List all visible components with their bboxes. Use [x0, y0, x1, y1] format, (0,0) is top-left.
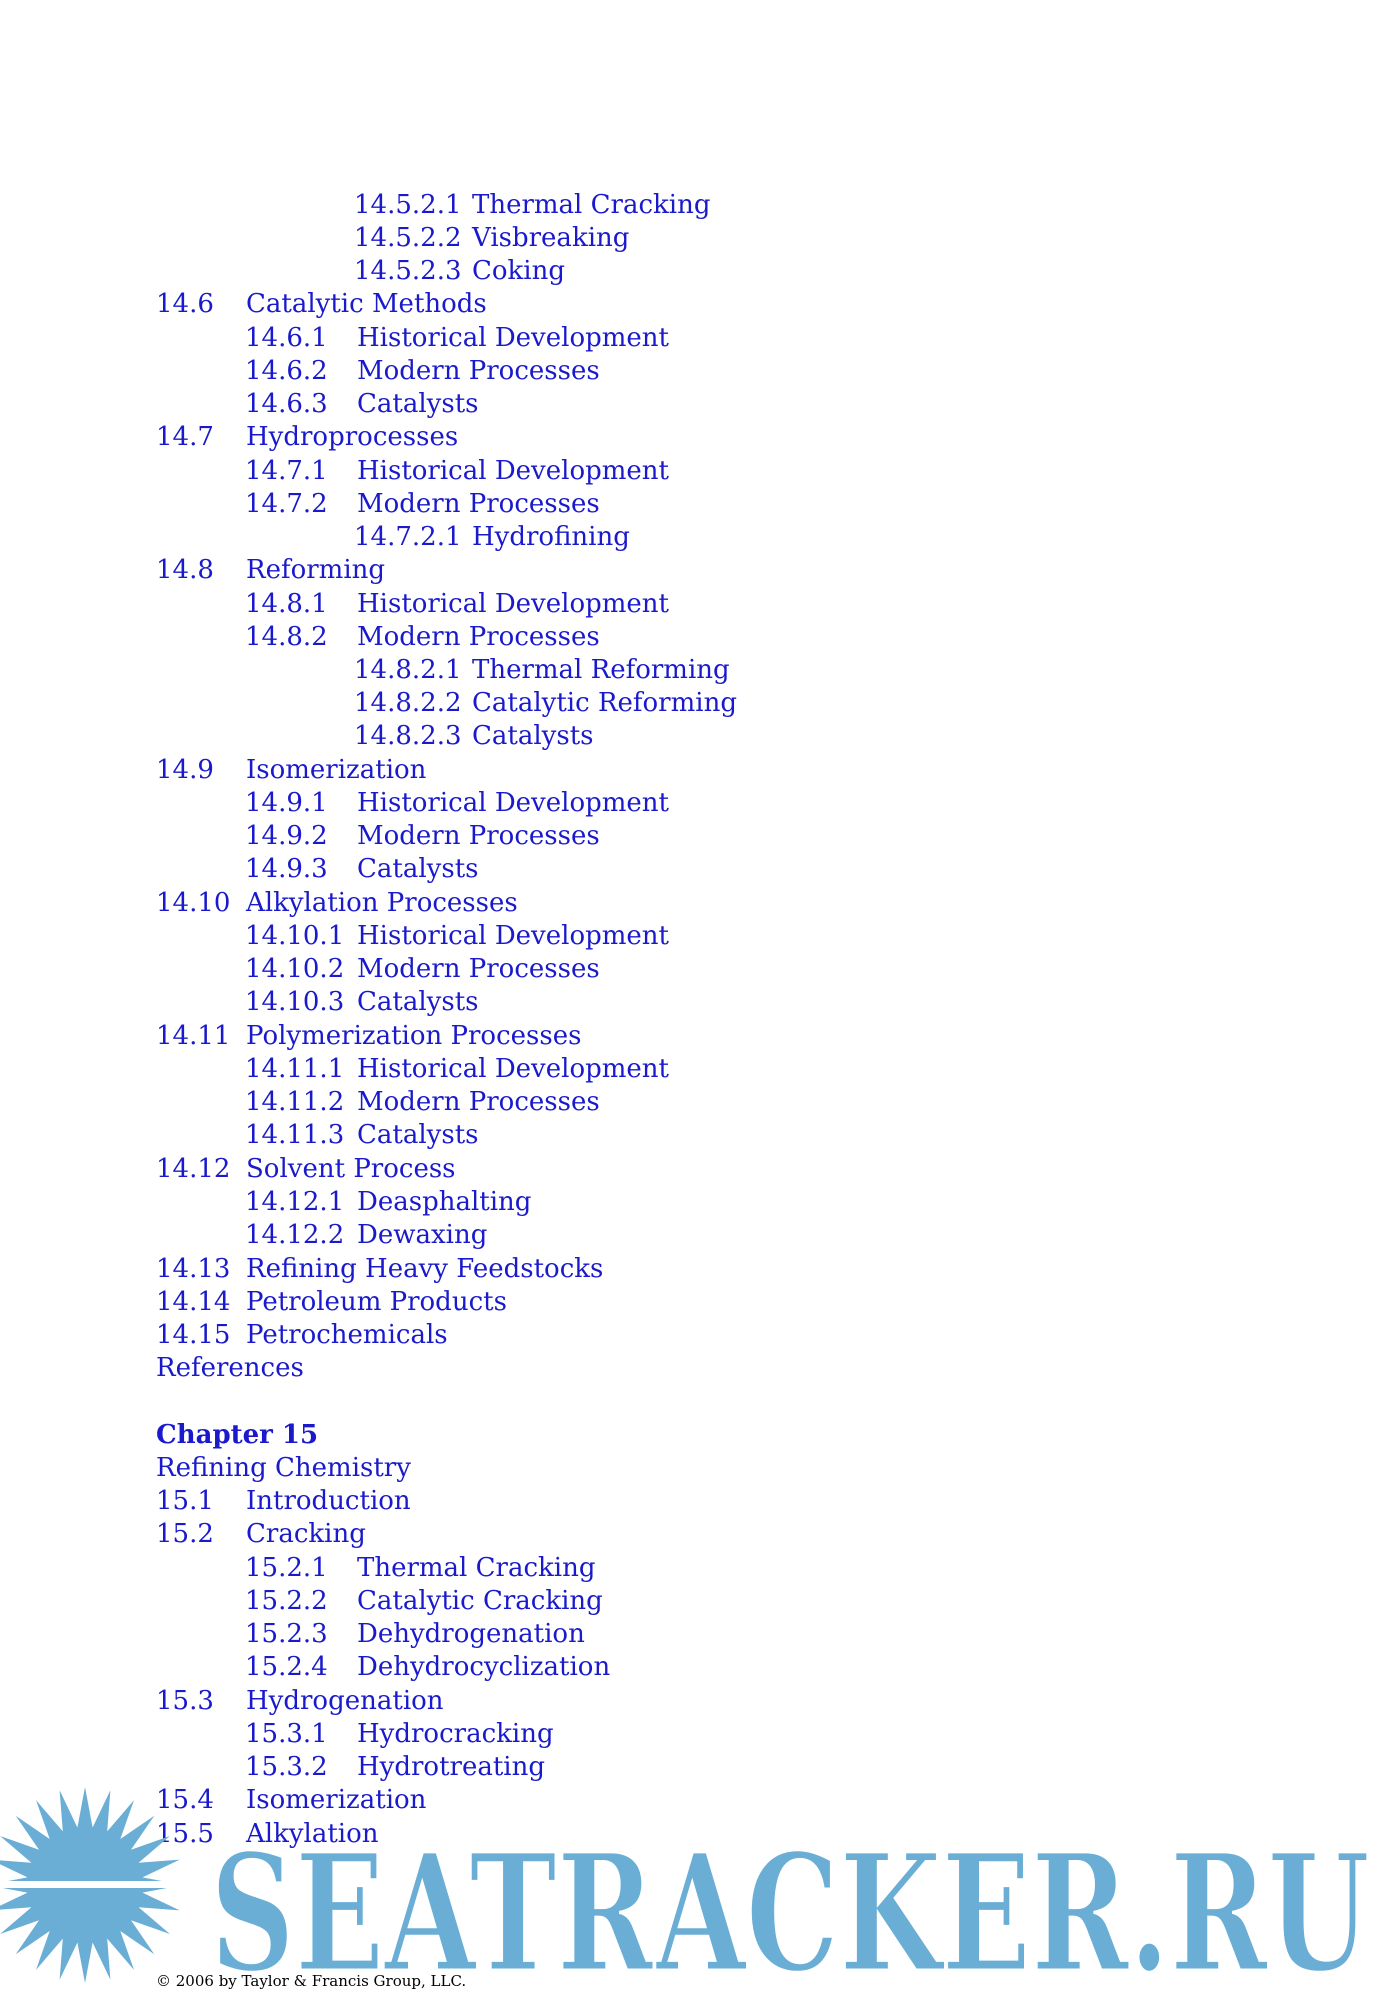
- toc-number: 15.1: [156, 1486, 214, 1516]
- toc-number: 14.5.2.3: [354, 256, 462, 286]
- chapter-title[interactable]: Refining Chemistry: [156, 1453, 411, 1483]
- toc-title: Hydrocracking: [357, 1719, 554, 1749]
- toc-entry-references[interactable]: References: [156, 1353, 304, 1383]
- toc-number: 14.12.2: [245, 1220, 345, 1250]
- toc-title: Modern Processes: [357, 622, 600, 652]
- toc-title: Hydrofining: [472, 522, 630, 552]
- toc-number: 14.8.2.2: [354, 688, 462, 718]
- toc-title: Historical Development: [357, 323, 669, 353]
- toc-title: Historical Development: [357, 1054, 669, 1084]
- toc-title: Hydrogenation: [246, 1686, 444, 1716]
- toc-title: Catalysts: [472, 721, 594, 751]
- toc-title: Modern Processes: [357, 1087, 600, 1117]
- toc-number: 14.7: [156, 422, 214, 452]
- toc-number: 14.13: [156, 1254, 231, 1284]
- sun-icon: [0, 1787, 200, 1983]
- toc-title: Hydrotreating: [357, 1752, 546, 1782]
- toc-title: Refining Heavy Feedstocks: [246, 1254, 604, 1284]
- toc-title: Cracking: [246, 1519, 366, 1549]
- toc-number: 15.2.2: [245, 1586, 328, 1616]
- toc-number: 14.10.1: [245, 921, 345, 951]
- toc-number: 15.4: [156, 1785, 214, 1815]
- watermark: [0, 1785, 1400, 1995]
- toc-title: Catalysts: [357, 854, 479, 884]
- toc-title: Introduction: [246, 1486, 411, 1516]
- toc-number: 14.10.2: [245, 954, 345, 984]
- toc-number: 14.11.3: [245, 1120, 345, 1150]
- toc-number: 15.3: [156, 1686, 214, 1716]
- toc-title: Modern Processes: [357, 821, 600, 851]
- toc-number: 14.14: [156, 1287, 231, 1317]
- toc-title: Modern Processes: [357, 356, 600, 386]
- toc-number: 14.8: [156, 555, 214, 585]
- toc-number: 14.5.2.1: [354, 190, 462, 220]
- copyright-notice: © 2006 by Taylor & Francis Group, LLC.: [156, 1972, 467, 1990]
- toc-title: Visbreaking: [472, 223, 630, 253]
- toc-number: 14.7.1: [245, 456, 328, 486]
- toc-title: Modern Processes: [357, 954, 600, 984]
- toc-title: Historical Development: [357, 589, 669, 619]
- toc-number: 15.2: [156, 1519, 214, 1549]
- toc-title: Modern Processes: [357, 489, 600, 519]
- toc-number: 14.12: [156, 1154, 231, 1184]
- toc-number: 15.2.1: [245, 1553, 328, 1583]
- toc-number: 14.7.2.1: [354, 522, 462, 552]
- toc-number: 14.6.1: [245, 323, 328, 353]
- toc-number: 14.8.1: [245, 589, 328, 619]
- toc-number: 14.11.2: [245, 1087, 345, 1117]
- toc-number: 15.3.1: [245, 1719, 328, 1749]
- toc-title: Petroleum Products: [246, 1287, 507, 1317]
- toc-title: Catalytic Reforming: [472, 688, 737, 718]
- toc-number: 14.9.1: [245, 788, 328, 818]
- toc-title: Historical Development: [357, 921, 669, 951]
- toc-title: Catalysts: [357, 1120, 479, 1150]
- toc-title: Deasphalting: [357, 1187, 532, 1217]
- toc-number: 14.6: [156, 289, 214, 319]
- toc-number: 14.8.2.1: [354, 655, 462, 685]
- toc-number: 14.8.2: [245, 622, 328, 652]
- toc-number: 14.9.3: [245, 854, 328, 884]
- toc-title: Polymerization Processes: [246, 1021, 582, 1051]
- toc-title: Alkylation: [246, 1819, 379, 1849]
- toc-title: Coking: [472, 256, 566, 286]
- toc-title: Hydroprocesses: [246, 422, 459, 452]
- toc-number: 14.6.2: [245, 356, 328, 386]
- toc-number: 15.3.2: [245, 1752, 328, 1782]
- toc-number: 15.2.3: [245, 1619, 328, 1649]
- toc-title: Dewaxing: [357, 1220, 488, 1250]
- toc-title: Isomerization: [246, 755, 427, 785]
- toc-title: Reforming: [246, 555, 386, 585]
- toc-title: Historical Development: [357, 456, 669, 486]
- toc-number: 14.8.2.3: [354, 721, 462, 751]
- toc-title: Solvent Process: [246, 1154, 456, 1184]
- toc-title: Catalytic Methods: [246, 289, 487, 319]
- toc-number: 14.11.1: [245, 1054, 345, 1084]
- toc-title: Dehydrogenation: [357, 1619, 585, 1649]
- toc-number: 14.12.1: [245, 1187, 345, 1217]
- toc-title: Petrochemicals: [246, 1320, 448, 1350]
- toc-number: 14.11: [156, 1021, 231, 1051]
- toc-title: Alkylation Processes: [246, 888, 518, 918]
- toc-number: 14.6.3: [245, 389, 328, 419]
- toc-title: Catalysts: [357, 987, 479, 1017]
- toc-number: 14.9.2: [245, 821, 328, 851]
- chapter-heading[interactable]: Chapter 15: [156, 1420, 319, 1450]
- toc-number: 15.5: [156, 1819, 214, 1849]
- toc-title: Thermal Cracking: [472, 190, 711, 220]
- toc-number: 14.15: [156, 1320, 231, 1350]
- toc-number: 14.10: [156, 888, 231, 918]
- toc-title: Isomerization: [246, 1785, 427, 1815]
- watermark-text: SEATRACKER.RU: [210, 1819, 1370, 1995]
- toc-title: Catalytic Cracking: [357, 1586, 603, 1616]
- toc-number: 14.9: [156, 755, 214, 785]
- toc-title: Thermal Cracking: [357, 1553, 596, 1583]
- toc-number: 15.2.4: [245, 1652, 328, 1682]
- toc-title: Historical Development: [357, 788, 669, 818]
- toc-number: 14.10.3: [245, 987, 345, 1017]
- toc-number: 14.7.2: [245, 489, 328, 519]
- toc-title: Dehydrocyclization: [357, 1652, 611, 1682]
- toc-title: Thermal Reforming: [472, 655, 730, 685]
- toc-title: Catalysts: [357, 389, 479, 419]
- toc-number: 14.5.2.2: [354, 223, 462, 253]
